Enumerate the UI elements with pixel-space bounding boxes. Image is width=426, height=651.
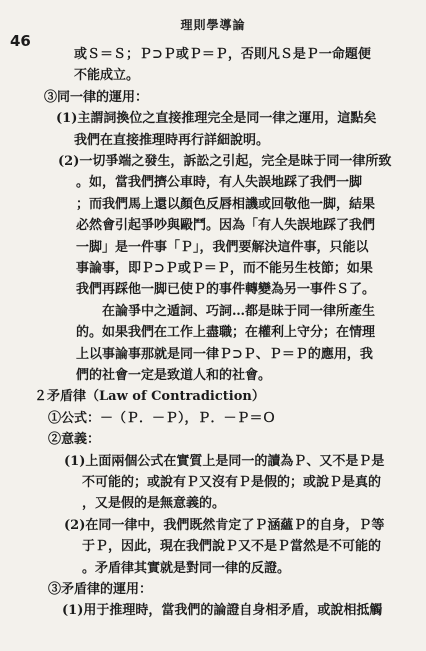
text-line: 不可能的；或說有Ｐ又沒有Ｐ是假的；或說Ｐ是真的	[82, 475, 382, 490]
text-line: 我們再踩他一脚已使Ｐ的事件轉變為另一事件Ｓ了。	[76, 282, 376, 297]
text-line: (1)用于推理時，當我們的論證自身相矛盾，或說相抵觸	[62, 603, 383, 618]
text-line: 在論爭中之遁詞、巧詞…都是昧于同一律所產生	[102, 304, 376, 319]
text-line: 于Ｐ，因此，現在我們說Ｐ又不是Ｐ當然是不可能的	[82, 539, 382, 554]
text-line: 。如，當我們擠公車時，有人失誤地踩了我們一脚	[76, 175, 363, 190]
text-line: ；而我們馬上還以顏色反唇相譏或回敬他一脚，結果	[76, 197, 376, 212]
text-line: 不能成立。	[74, 68, 140, 83]
text-line: (1)主謂詞換位之直接推理完全是同一律之運用，這點矣	[56, 111, 377, 126]
text-line: 們的社會一定是致道人和的社會。	[76, 368, 272, 383]
text-line: 一脚」是一件事「Ｐ」，我們要解決這件事，只能以	[76, 240, 369, 255]
text-line: 我們在直接推理時再行詳細說明。	[74, 133, 270, 148]
section-heading: ③矛盾律的運用：	[48, 582, 153, 597]
text-line: ，又是假的是無意義的。	[82, 496, 226, 511]
section-heading: ２矛盾律（Law of Contradiction）	[34, 389, 265, 404]
text-line: 或Ｓ＝Ｓ；Ｐ⊃Ｐ或Ｐ＝Ｐ，否則凡Ｓ是Ｐ一命題便	[74, 47, 371, 62]
section-heading: ②意義：	[48, 432, 101, 447]
formula-line: ①公式：－（Ｐ．－Ｐ），Ｐ．－Ｐ＝Ｏ	[48, 411, 276, 426]
text-line: 的。如果我們在工作上盡職；在權利上守分；在情理	[76, 325, 376, 340]
text-line: (2)一切爭端之發生，訴訟之引起，完全是昧于同一律所致	[58, 154, 392, 169]
running-head: 理則學導論	[180, 18, 246, 32]
page-number: 46	[10, 32, 31, 50]
text-line: 必然會引起爭吵與毆鬥。因為「有人失誤地踩了我們	[76, 218, 376, 233]
text-line: 。矛盾律其實就是對同一律的反證。	[82, 561, 291, 576]
text-line: (1)上面兩個公式在實質上是同一的讀為Ｐ、又不是Ｐ是	[64, 454, 385, 469]
text-line: 上以事論事那就是同一律Ｐ⊃Ｐ、Ｐ＝Ｐ的應用，我	[76, 347, 373, 362]
section-heading: ③同一律的運用：	[44, 90, 149, 105]
text-line: 事論事，即Ｐ⊃Ｐ或Ｐ＝Ｐ，而不能另生枝節；如果	[76, 261, 373, 276]
text-line: (2)在同一律中，我們既然肯定了Ｐ涵蘊Ｐ的自身，Ｐ等	[64, 518, 385, 533]
